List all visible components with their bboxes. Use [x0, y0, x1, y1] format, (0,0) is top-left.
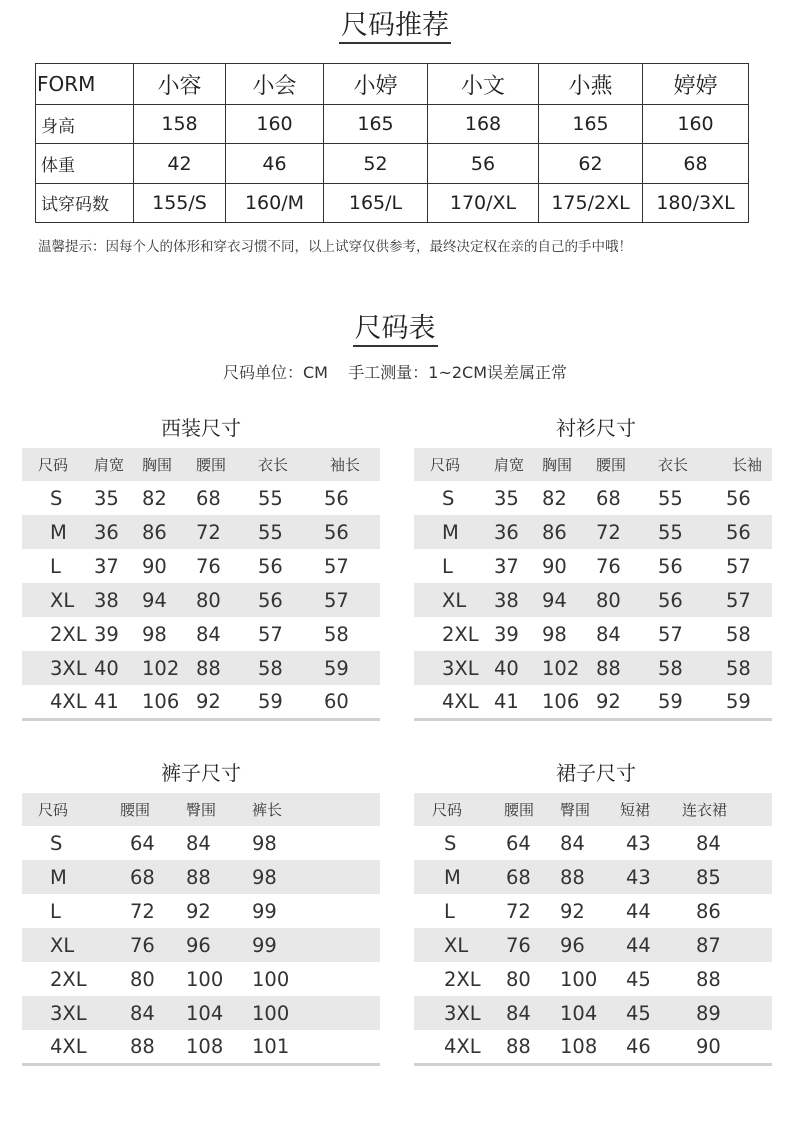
value-cell: 104	[550, 996, 610, 1030]
cell: 170/XL	[428, 183, 539, 222]
value-cell: 57	[324, 554, 349, 578]
value-cell: 46	[610, 1030, 674, 1064]
value-cell: 92	[560, 899, 585, 923]
value-cell: 76	[488, 928, 550, 962]
column-header: 腰围	[184, 448, 242, 481]
column-header: 胸围	[530, 448, 584, 481]
column-header: 衣长	[642, 448, 704, 481]
value-cell: 68	[196, 486, 221, 510]
table-row	[22, 617, 380, 651]
table-row	[414, 962, 772, 996]
column-header: 胸围	[130, 448, 184, 481]
model-name: 小燕	[539, 64, 643, 105]
value-cell: 100	[560, 967, 598, 991]
table-row	[22, 481, 380, 515]
size-cell: XL	[414, 583, 480, 617]
value-cell: 94	[130, 583, 184, 617]
column-header: 肩宽	[80, 448, 130, 481]
cell: 175/2XL	[539, 183, 643, 222]
column-header: 尺码	[414, 448, 480, 481]
value-cell: 40	[80, 651, 130, 685]
value-cell: 72	[184, 515, 242, 549]
value-cell: 45	[610, 996, 674, 1030]
value-cell: 92	[184, 685, 242, 719]
cell: 42	[134, 144, 226, 183]
value-cell: 80	[506, 967, 531, 991]
value-cell: 38	[480, 583, 530, 617]
value-cell: 45	[626, 967, 651, 991]
value-cell: 36	[80, 515, 130, 549]
value-cell: 56	[324, 486, 349, 510]
value-cell: 40	[480, 651, 530, 685]
model-name: 小会	[226, 64, 324, 105]
value-cell: 59	[302, 651, 380, 685]
cell: 68	[643, 144, 749, 183]
table-row	[22, 515, 380, 549]
size-cell: 2XL	[50, 967, 87, 991]
value-cell: 100	[252, 967, 290, 991]
table-row	[414, 583, 772, 617]
table-row	[414, 685, 772, 719]
table-header-row	[414, 448, 772, 481]
value-cell: 85	[674, 860, 772, 894]
value-cell: 84	[596, 622, 621, 646]
value-cell: 80	[184, 583, 242, 617]
size-cell: 3XL	[414, 996, 488, 1030]
column-header: 袖长	[302, 448, 380, 481]
size-cell: L	[444, 899, 455, 923]
size-cell: 4XL	[22, 1030, 104, 1064]
cell: 168	[428, 105, 539, 144]
row-label: 体重	[36, 144, 134, 183]
model-name: 小容	[134, 64, 226, 105]
value-cell: 41	[80, 685, 130, 719]
cell: 180/3XL	[643, 183, 749, 222]
size-cell: 4XL	[414, 1030, 488, 1064]
value-cell: 106	[130, 685, 184, 719]
value-cell: 59	[642, 685, 704, 719]
value-cell: 100	[186, 967, 224, 991]
column-header: 腰围	[488, 793, 550, 826]
table-row	[414, 549, 772, 583]
value-cell: 58	[726, 622, 751, 646]
value-cell: 41	[480, 685, 530, 719]
value-cell: 55	[258, 486, 283, 510]
height-row	[36, 105, 749, 144]
table-row	[414, 481, 772, 515]
value-cell: 35	[494, 486, 519, 510]
table-row	[22, 549, 380, 583]
value-cell: 92	[186, 899, 211, 923]
size-cell: 2XL	[444, 967, 481, 991]
column-header: 臀围	[550, 793, 610, 826]
value-cell: 57	[302, 583, 380, 617]
size-cell: S	[50, 831, 63, 855]
value-cell: 86	[530, 515, 584, 549]
value-cell: 82	[542, 486, 567, 510]
cell: 160	[226, 105, 324, 144]
value-cell: 84	[696, 831, 721, 855]
cell: 160/M	[226, 183, 324, 222]
model-name: 婷婷	[643, 64, 749, 105]
value-cell: 57	[726, 554, 751, 578]
shirt-title: 衬衫尺寸	[556, 416, 636, 440]
cell: 52	[324, 144, 428, 183]
value-cell: 68	[596, 486, 621, 510]
value-cell: 58	[642, 651, 704, 685]
column-header: 腰围	[104, 793, 176, 826]
size-cell: 3XL	[414, 651, 480, 685]
size-cell: M	[22, 515, 80, 549]
value-cell: 64	[506, 831, 531, 855]
shirt-size-table	[414, 448, 772, 721]
table-row	[22, 860, 380, 894]
size-cell: 3XL	[22, 996, 104, 1030]
value-cell: 94	[530, 583, 584, 617]
value-cell: 92	[584, 685, 642, 719]
table-row	[414, 928, 772, 962]
unit-note: 尺码单位：CM 手工测量：1~2CM误差属正常	[222, 363, 568, 382]
table-row	[22, 894, 380, 928]
size-cell: XL	[414, 928, 488, 962]
cell: 155/S	[134, 183, 226, 222]
cell: 165/L	[324, 183, 428, 222]
form-label: FORM	[36, 64, 134, 105]
value-cell: 36	[480, 515, 530, 549]
table-row	[22, 651, 380, 685]
value-cell: 90	[674, 1030, 772, 1064]
value-cell: 90	[542, 554, 567, 578]
value-cell: 89	[674, 996, 772, 1030]
value-cell: 98	[142, 622, 167, 646]
value-cell: 56	[642, 583, 704, 617]
value-cell: 98	[242, 860, 380, 894]
cell: 56	[428, 144, 539, 183]
value-cell: 80	[584, 583, 642, 617]
value-cell: 56	[726, 486, 751, 510]
value-cell: 43	[626, 831, 651, 855]
table-row	[22, 583, 380, 617]
value-cell: 82	[142, 486, 167, 510]
value-cell: 108	[176, 1030, 242, 1064]
table-row	[22, 928, 380, 962]
size-cell: 4XL	[22, 685, 80, 719]
column-header: 连衣裙	[674, 793, 772, 826]
table-row	[414, 826, 772, 860]
value-cell: 84	[104, 996, 176, 1030]
value-cell: 108	[550, 1030, 610, 1064]
table-row	[22, 1030, 380, 1064]
model-name: 小文	[428, 64, 539, 105]
value-cell: 68	[488, 860, 550, 894]
value-cell: 84	[186, 831, 211, 855]
value-cell: 88	[104, 1030, 176, 1064]
skirt-title: 裙子尺寸	[556, 761, 636, 785]
value-cell: 86	[696, 899, 721, 923]
size-cell: M	[22, 860, 104, 894]
value-cell: 37	[494, 554, 519, 578]
value-cell: 96	[550, 928, 610, 962]
size-cell: XL	[22, 928, 104, 962]
column-header: 裤长	[242, 793, 380, 826]
value-cell: 90	[142, 554, 167, 578]
value-cell: 56	[258, 554, 283, 578]
table-row	[414, 894, 772, 928]
value-cell: 72	[584, 515, 642, 549]
value-cell: 88	[184, 651, 242, 685]
pants-size-table	[22, 793, 380, 1066]
value-cell: 57	[258, 622, 283, 646]
value-cell: 58	[242, 651, 302, 685]
table-row	[414, 860, 772, 894]
size-cell: S	[444, 831, 457, 855]
value-cell: 106	[530, 685, 584, 719]
recommend-title: 尺码推荐	[0, 10, 790, 44]
value-cell: 57	[704, 583, 772, 617]
value-cell: 76	[104, 928, 176, 962]
value-cell: 87	[674, 928, 772, 962]
column-header: 尺码	[22, 793, 104, 826]
value-cell: 72	[506, 899, 531, 923]
value-cell: 56	[658, 554, 683, 578]
size-cell: 3XL	[22, 651, 80, 685]
value-cell: 55	[658, 486, 683, 510]
size-cell: L	[442, 554, 453, 578]
value-cell: 84	[488, 996, 550, 1030]
value-cell: 88	[584, 651, 642, 685]
value-cell: 88	[176, 860, 242, 894]
value-cell: 96	[176, 928, 242, 962]
value-cell: 55	[642, 515, 704, 549]
table-row	[414, 617, 772, 651]
value-cell: 102	[130, 651, 184, 685]
value-cell: 59	[704, 685, 772, 719]
column-header: 臀围	[176, 793, 242, 826]
value-cell: 104	[176, 996, 242, 1030]
value-cell: 86	[130, 515, 184, 549]
column-header: 短裙	[610, 793, 674, 826]
value-cell: 56	[302, 515, 380, 549]
size-cell: S	[50, 486, 63, 510]
value-cell: 55	[242, 515, 302, 549]
value-cell: 64	[130, 831, 155, 855]
column-header: 腰围	[584, 448, 642, 481]
column-header: 肩宽	[480, 448, 530, 481]
value-cell: 39	[94, 622, 119, 646]
value-cell: 59	[242, 685, 302, 719]
recommend-header-row	[36, 64, 749, 105]
size-cell: 2XL	[50, 622, 87, 646]
table-header-row	[22, 448, 380, 481]
table-row	[414, 651, 772, 685]
column-header: 衣长	[242, 448, 302, 481]
skirt-size-table	[414, 793, 772, 1066]
value-cell: 44	[626, 899, 651, 923]
table-row	[22, 826, 380, 860]
cell: 160	[643, 105, 749, 144]
model-name: 小婷	[324, 64, 428, 105]
value-cell: 88	[696, 967, 721, 991]
value-cell: 84	[196, 622, 221, 646]
value-cell: 39	[494, 622, 519, 646]
cell: 46	[226, 144, 324, 183]
size-cell: M	[414, 515, 480, 549]
cell: 62	[539, 144, 643, 183]
value-cell: 100	[242, 996, 380, 1030]
value-cell: 88	[550, 860, 610, 894]
table-row	[22, 996, 380, 1030]
size-cell: 2XL	[442, 622, 479, 646]
value-cell: 68	[104, 860, 176, 894]
table-header-row	[22, 793, 380, 826]
size-chart-title: 尺码表	[0, 313, 790, 347]
value-cell: 57	[658, 622, 683, 646]
cell: 158	[134, 105, 226, 144]
value-cell: 58	[704, 651, 772, 685]
size-cell: S	[442, 486, 455, 510]
table-row	[414, 515, 772, 549]
value-cell: 98	[542, 622, 567, 646]
value-cell: 76	[596, 554, 621, 578]
size-cell: M	[414, 860, 488, 894]
size-cell: L	[50, 899, 61, 923]
value-cell: 84	[560, 831, 585, 855]
row-label: 试穿码数	[36, 183, 134, 222]
suit-size-table	[22, 448, 380, 721]
value-cell: 99	[252, 899, 277, 923]
column-header: 长袖	[704, 448, 772, 481]
value-cell: 101	[242, 1030, 380, 1064]
fit-size-row	[36, 183, 749, 222]
weight-row	[36, 144, 749, 183]
value-cell: 56	[704, 515, 772, 549]
value-cell: 99	[242, 928, 380, 962]
table-header-row	[414, 793, 772, 826]
value-cell: 98	[252, 831, 277, 855]
value-cell: 80	[130, 967, 155, 991]
column-header: 尺码	[22, 448, 80, 481]
cell: 165	[539, 105, 643, 144]
value-cell: 102	[530, 651, 584, 685]
value-cell: 88	[488, 1030, 550, 1064]
value-cell: 43	[610, 860, 674, 894]
value-cell: 37	[94, 554, 119, 578]
recommend-table	[35, 63, 749, 223]
value-cell: 60	[302, 685, 380, 719]
value-cell: 58	[324, 622, 349, 646]
table-row	[22, 962, 380, 996]
row-label: 身高	[36, 105, 134, 144]
table-row	[22, 685, 380, 719]
value-cell: 44	[610, 928, 674, 962]
table-row	[414, 996, 772, 1030]
value-cell: 56	[242, 583, 302, 617]
column-header: 尺码	[414, 793, 488, 826]
size-cell: 4XL	[414, 685, 480, 719]
pants-title: 裤子尺寸	[161, 761, 241, 785]
value-cell: 76	[196, 554, 221, 578]
table-row	[414, 1030, 772, 1064]
suit-title: 西装尺寸	[161, 416, 241, 440]
value-cell: 35	[94, 486, 119, 510]
value-cell: 72	[130, 899, 155, 923]
cell: 165	[324, 105, 428, 144]
size-cell: L	[50, 554, 61, 578]
value-cell: 38	[80, 583, 130, 617]
tip-note: 温馨提示：因每个人的体形和穿衣习惯不同，以上试穿仅供参考，最终决定权在亲的自己的手中哦！	[38, 239, 632, 255]
size-cell: XL	[22, 583, 80, 617]
